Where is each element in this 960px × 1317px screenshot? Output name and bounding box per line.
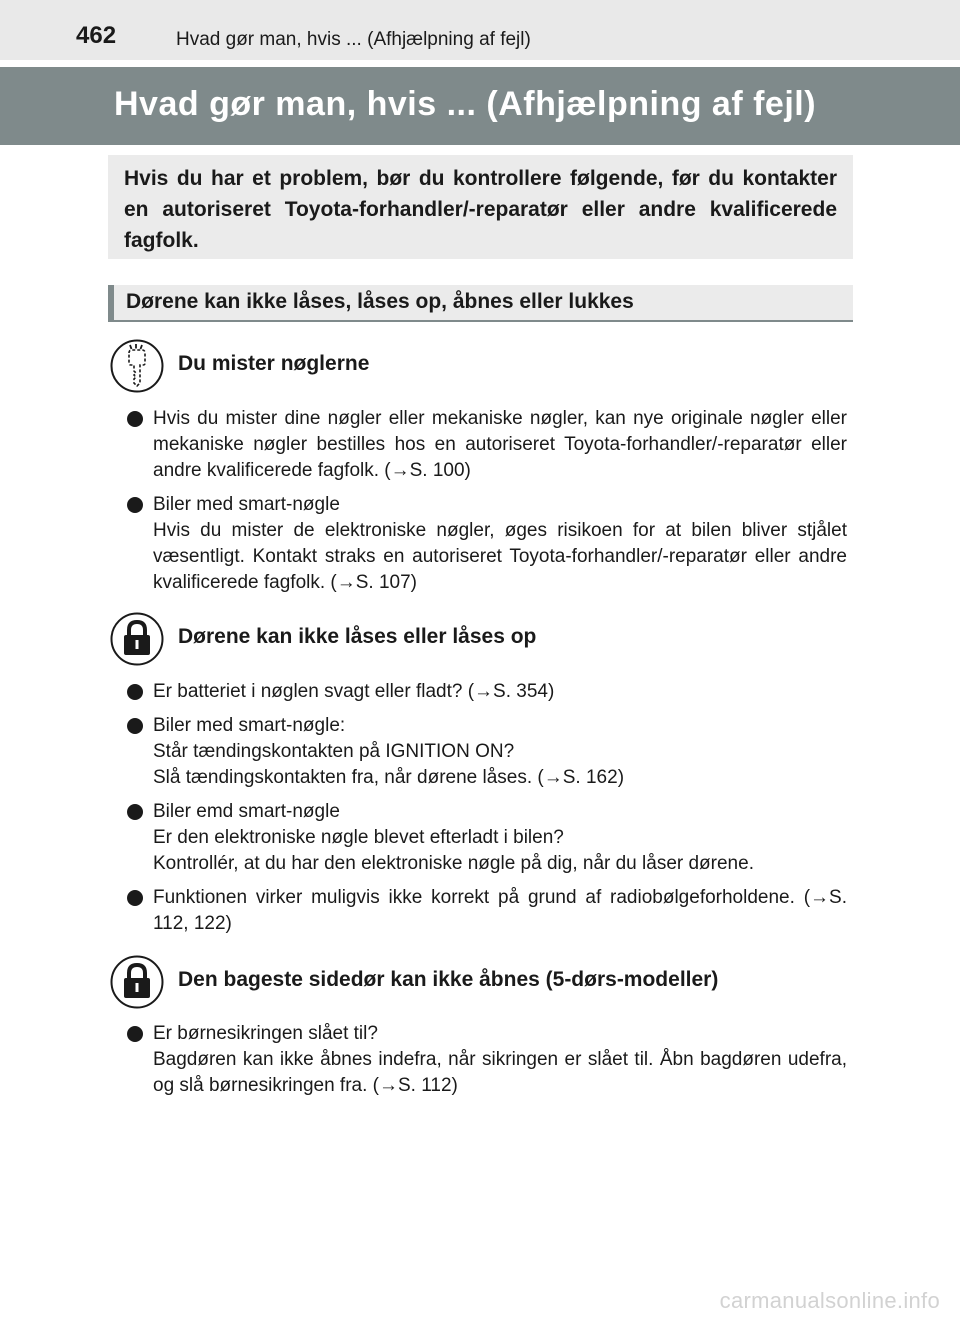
list-item: Biler emd smart-nøgle Er den elektroniske nøgle blevet efterladt i bilen? Kontrollér, at du har den elektroniske nøgle på dig, når du låser dørene. bbox=[125, 799, 847, 877]
bullet-icon bbox=[127, 718, 143, 734]
lock-icon bbox=[110, 955, 164, 1009]
subsection-rear-door bbox=[110, 955, 850, 1011]
section-heading bbox=[108, 285, 853, 322]
subsection-title: Den bageste sidedør kan ikke åbnes (5-dørs-modeller) bbox=[178, 968, 719, 991]
list-item: Hvis du mister dine nøgler eller mekaniske nøgler, kan nye originale nøgler eller mekaniske nøgler bestilles hos en autoriseret Toyota-forhandler/-reparatør eller andre kvalificerede fagfolk. (→S. 100) bbox=[125, 406, 847, 484]
bullet-icon bbox=[127, 1026, 143, 1042]
bullet-list-lost-keys bbox=[125, 406, 847, 604]
bullet-list-doors-lock bbox=[125, 679, 847, 945]
subsection-title: Dørene kan ikke låses eller låses op bbox=[178, 625, 537, 648]
page-title: Hvad gør man, hvis ... (Afhjælpning af fejl) bbox=[114, 85, 817, 123]
bullet-icon bbox=[127, 411, 143, 427]
page-number: 462 bbox=[76, 22, 117, 49]
list-item: Er børnesikringen slået til? Bagdøren kan ikke åbnes indefra, når sikringen er slået til. Åbn bagdøren udefra, og slå børnesikringen fra. (→S. 112) bbox=[125, 1021, 847, 1099]
bullet-icon bbox=[127, 890, 143, 906]
bullet-icon bbox=[127, 804, 143, 820]
bullet-icon bbox=[127, 684, 143, 700]
subsection-doors-lock bbox=[110, 612, 850, 668]
running-head: Hvad gør man, hvis ... (Afhjælpning af fejl) bbox=[176, 29, 531, 50]
bullet-list-rear-door bbox=[125, 1021, 847, 1107]
key-icon bbox=[110, 339, 164, 393]
watermark: carmanualsonline.info bbox=[719, 1288, 940, 1313]
intro-text: Hvis du har et problem, bør du kontrollere følgende, før du kontakter en autoriseret Toyota-forhandler/-reparatør eller andre kvalificerede fagfolk. bbox=[124, 167, 837, 252]
lock-icon bbox=[110, 612, 164, 666]
intro-box bbox=[108, 155, 853, 259]
list-item: Biler med smart-nøgle Hvis du mister de elektroniske nøgler, øges risikoen for at bilen bliver stjålet væsentligt. Kontakt straks en autoriseret Toyota-forhandler/-reparatør eller andre kvalificerede fagfolk. (→S. 107) bbox=[125, 492, 847, 596]
subsection-title: Du mister nøglerne bbox=[178, 352, 370, 375]
bullet-icon bbox=[127, 497, 143, 513]
section-heading-text: Dørene kan ikke låses, låses op, åbnes eller lukkes bbox=[126, 290, 634, 313]
list-item: Er batteriet i nøglen svagt eller fladt? (→S. 354) bbox=[125, 679, 847, 705]
list-item: Funktionen virker muligvis ikke korrekt på grund af radiobølgeforholdene. (→S. 112, 122) bbox=[125, 885, 847, 937]
list-item: Biler med smart-nøgle: Står tændingskontakten på IGNITION ON? Slå tændingskontakten fra, når dørene låses. (→S. 162) bbox=[125, 713, 847, 791]
subsection-lost-keys bbox=[110, 339, 850, 395]
